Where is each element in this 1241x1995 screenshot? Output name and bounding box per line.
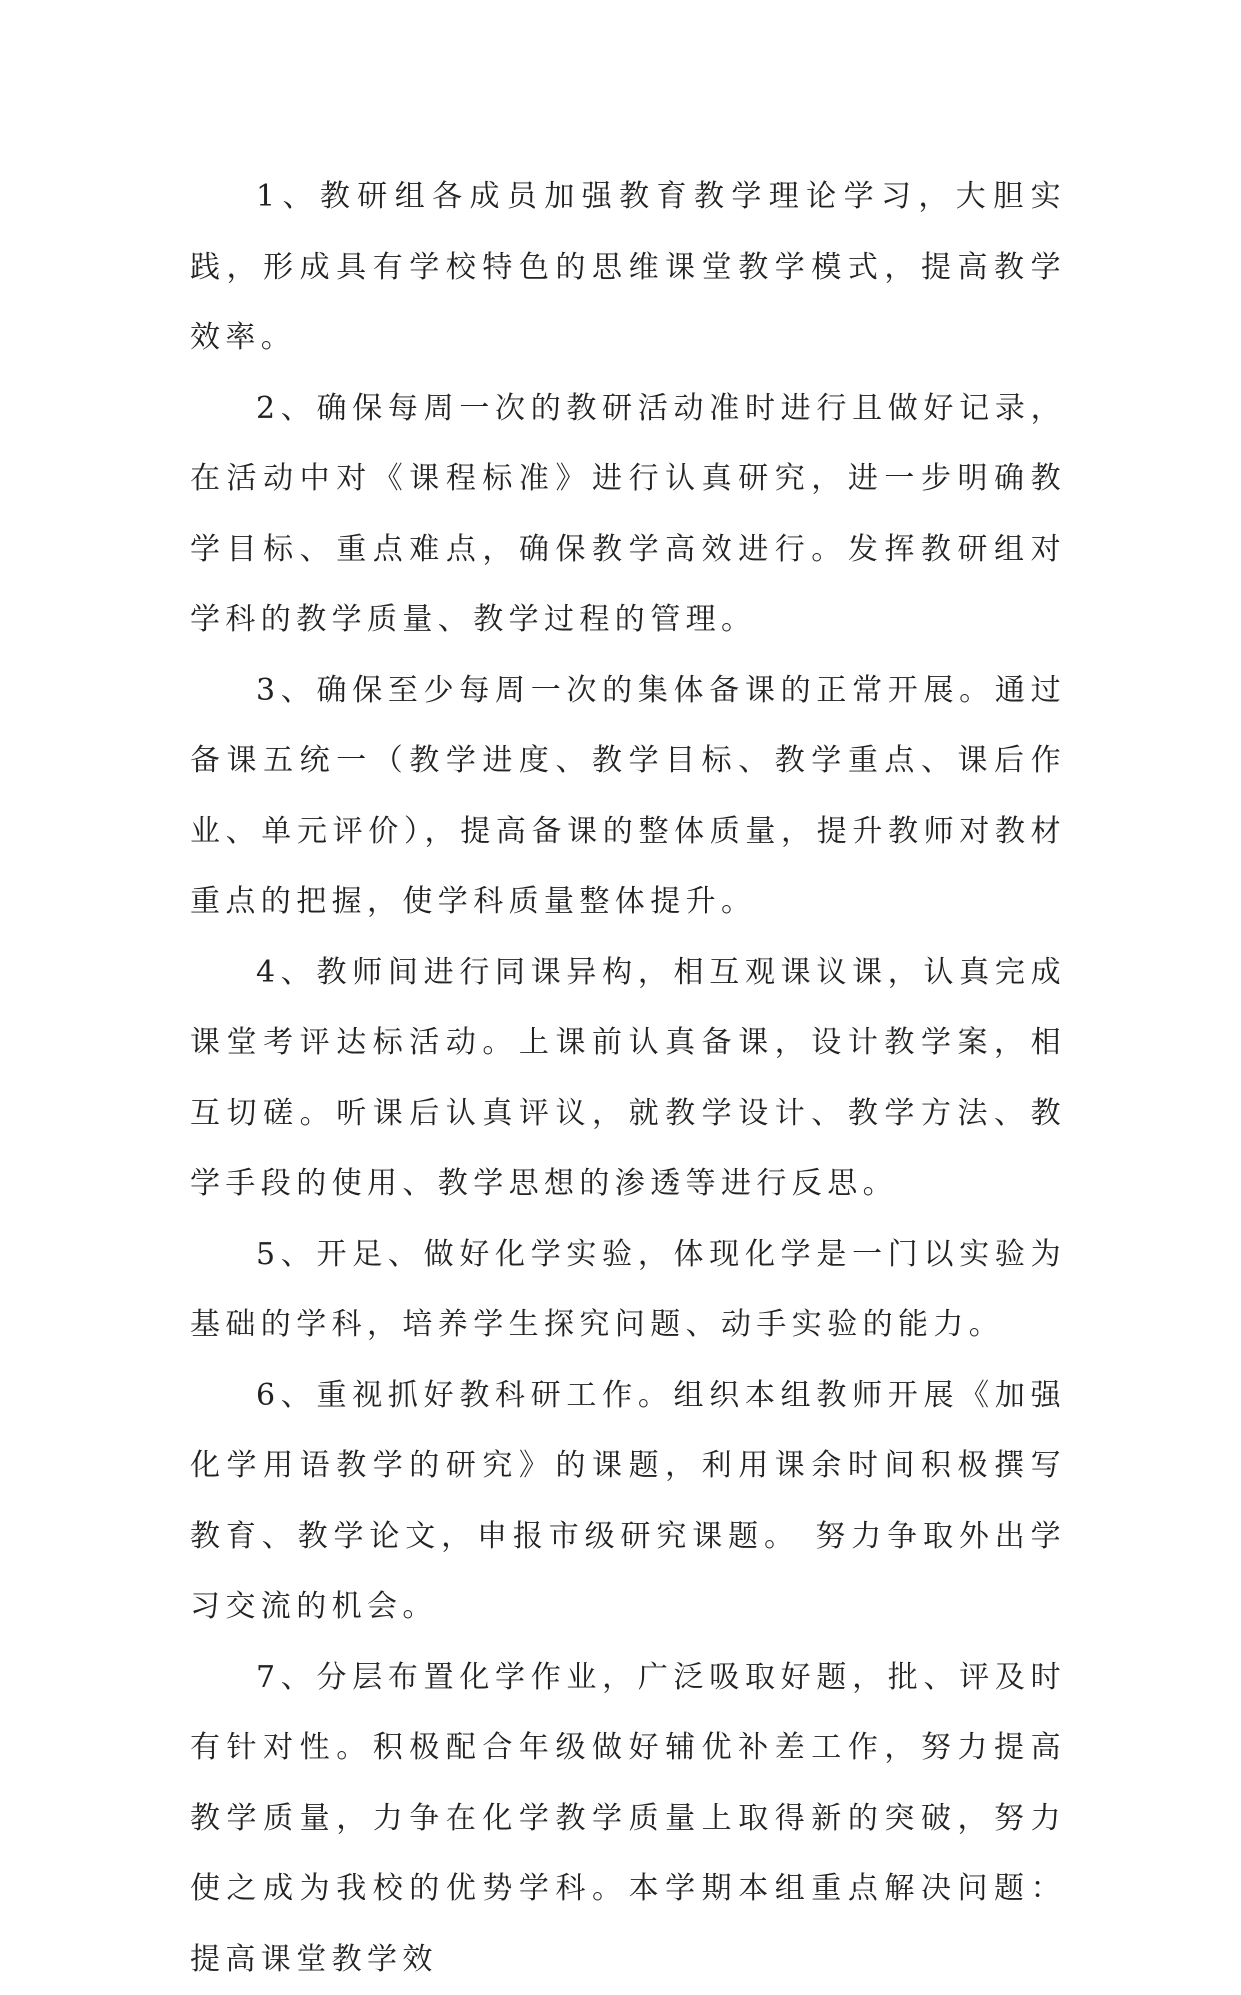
paragraph-3: 3、确保至少每周一次的集体备课的正常开展。通过备课五统一（教学进度、教学目标、教学重点、课后作业、单元评价），提高备课的整体质量，提升教师对教材重点的把握，使学科质量整体提升。: [190, 656, 1066, 938]
paragraph-7: 7、分层布置化学作业，广泛吸取好题，批、评及时有针对性。积极配合年级做好辅优补差工作，努力提高教学质量，力争在化学教学质量上取得新的突破，努力使之成为我校的优势学科。本学期本组重点解决问题：提高课堂教学效: [190, 1643, 1066, 1995]
paragraph-5: 5、开足、做好化学实验，体现化学是一门以实验为基础的学科，培养学生探究问题、动手实验的能力。: [190, 1220, 1066, 1361]
paragraph-1: 1、教研组各成员加强教育教学理论学习，大胆实践，形成具有学校特色的思维课堂教学模式，提高教学效率。: [190, 162, 1066, 374]
paragraph-2: 2、确保每周一次的教研活动准时进行且做好记录，在活动中对《课程标准》进行认真研究，进一步明确教学目标、重点难点，确保教学高效进行。发挥教研组对学科的教学质量、教学过程的管理。: [190, 374, 1066, 656]
document-body: [190, 162, 1066, 1995]
paragraph-4: 4、教师间进行同课异构，相互观课议课，认真完成课堂考评达标活动。上课前认真备课，设计教学案，相互切磋。听课后认真评议，就教学设计、教学方法、教学手段的使用、教学思想的渗透等进行反思。: [190, 938, 1066, 1220]
paragraph-6: 6、重视抓好教科研工作。组织本组教师开展《加强化学用语教学的研究》的课题，利用课余时间积极撰写教育、教学论文，申报市级研究课题。 努力争取外出学习交流的机会。: [190, 1361, 1066, 1643]
